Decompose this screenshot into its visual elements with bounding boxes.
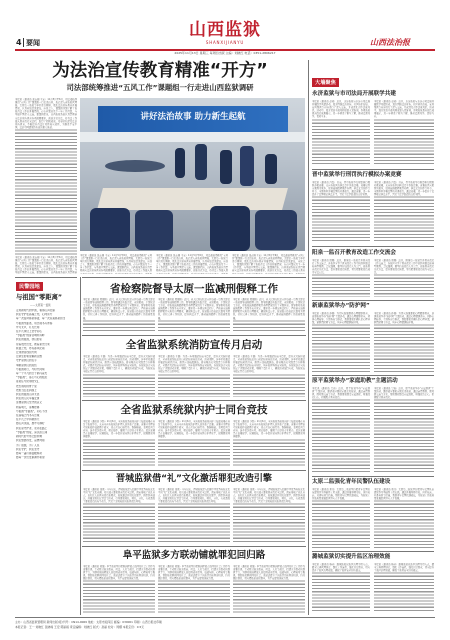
lead-body-col3: 本报讯（通讯员 张志刚 王宏）11月5日至6日，司法部统筹推进“五风工作”课题组一行走进山西，先后深入省监狱管理局、太原第一监狱等单位进行调研，聚焦法治宣传教育开展情况，认真听取意见建议。座谈会上，课题组详细了解了监狱普法工作的开展情况、存在问题以及下一步工作打算，与基层干警深入交流。课题组指出，山西监狱系统认真贯彻落实法治宣传教育各项部署要求，创新方式方法，将普法工作融入教	[80, 254, 152, 273]
article-headline: 阜平监狱多方联动铺就罪犯回归路	[122, 550, 266, 561]
partner-logo: 山西法治报	[370, 38, 410, 47]
brief-body: 本报讯（通讯员 郑伟）太原第二监狱坚持把青年民警队伍建设作为基础性工程来抓，通过开展导师带徒、岗位练兵、业务培训等措施，帮助青年民警快速成长，为监狱工作高质量发展提供坚实人才保障。	[312, 488, 370, 548]
article-body: 本报讯（通讯员 郭丽娟）近日，省人民检察院第五检察部一行到太原第一监狱督导减刑假释工作。督导组通过听取汇报、查阅案卷、个别谈话等方式，对监狱减刑假释案件办理情况进行了全面检查。督导组对监狱减刑假释工作给予充分肯定，要求进一步规范执法程序，严格落实减刑假释案件实质化审理要求，确保执法公正。监狱表示将以此次督导为契机，持续完善工作机制，提升执法水平，推动减刑假释工作高质量发展。	[83, 298, 155, 332]
poem-line: 我们守护，我们坚守	[16, 447, 40, 451]
poem-line: 向着明天，步履铿锵	[16, 405, 40, 409]
poem-line: 与祖国零距离，用忠诚书写青春	[16, 321, 53, 325]
poem-line: 迎着晨光出发，披着星光归来	[16, 342, 50, 346]
poem-line: 与祖国同行，与时代同频	[16, 367, 45, 371]
poem-line: “零距离”，是心与心的贴近	[16, 376, 48, 380]
poem-line: 每一次站岗都是承诺，每一次巡查都是担当	[16, 317, 66, 321]
page-number: 4	[16, 38, 22, 47]
poem-line: 我们的祖国山河无恙	[16, 393, 40, 397]
poem-line: 奉献是我们的底色	[16, 363, 37, 367]
article-headline: 全省监狱系统狱内护士同台竞技	[120, 404, 268, 416]
article-headline: 晋城监狱借“礼”文化激活罪犯改造引擎	[116, 474, 272, 484]
poem-line: 为了祖国，为了人民	[16, 443, 40, 447]
brief-body: 本报讯（通讯员 冯磊）日前，晋中监狱举行刑罚执行模拟办案竞赛，来自各监区的执法骨干参加比赛。竞赛以真实案例为蓝本，设置减刑假释案件办理、执法文书制作等环节，全面检验参赛民警的业务能力。通过竞赛，进一步提升了民警规范执法水平，营造了比学赶超的良好氛围。	[374, 181, 434, 243]
footer-line: 本报记者：王一 刘晓红 张晓峰 王宏 郭丽娟 责任编辑：刘晓红 版式：孙丽 校对：周娜 本报定价：0.5元	[15, 625, 145, 629]
footer-line: 主办：山西省监狱管理局 新闻出版(报)刊号：CN14-0069 地址：太原市迎泽区 邮编：030001 印刷：山西日报社印刷	[15, 620, 162, 624]
poem-line: 把担当扛在肩膀上	[16, 388, 37, 392]
brief-body: 本报讯（通讯员 赵敏）近日，永济监狱与永济市司法局开展联学共建活动，双方围绕法治宣传、社区矫正衔接、安置帮教等内容进行了深入交流，并就深化合作达成共识。活动中，双方党员干部共同重温入党誓词，参观监狱教育改造成果展示，进一步增进了相互了解，推动资源共享、优势互补。	[374, 100, 434, 166]
poem-line: 让新生的希望重新点燃	[16, 355, 42, 359]
poem-lines	[16, 309, 78, 460]
article-body: 本报讯（通讯员 刘强）阜平监狱坚持把刑满释放人员回归社会工作作为重要任务，主动联合地方政府、司法、人社等部门，搭建多方联动的帮教平台，为即将刑满释放人员提供就业指导、技能培训、心理疏导等服务，帮助他们顺利回归社会。监狱还建立了出监评估和回访机制，持续跟踪帮扶，切实降低重新犯罪率，为平安建设贡献力量。	[83, 565, 155, 613]
brief-headline: 太原二监强化青年民警队伍建设	[312, 479, 391, 485]
poem-line: 是责任与使命的交汇	[16, 380, 40, 384]
article-body: 本报讯（通讯员 李静）11月6日，全省监狱系统狱内护士技能竞赛在省女子监狱举行。来自全省各监狱的护理人员参加了比赛。竞赛分为理论考试和操作技能两个部分，重点考察心肺复苏、静脉输液、急救处置等内容。选手们沉着应对，规范操作，展现了良好的专业素养。此次竞赛旨在以赛促学、以赛促练，进一步提升狱内医疗护理水平，保障罪犯身体健康。	[233, 420, 305, 466]
lead-headline: 为法治宣传教育精准“开方”	[52, 61, 268, 81]
article-body: 本报讯（通讯员 郭丽娟）近日，省人民检察院第五检察部一行到太原第一监狱督导减刑假释工作。督导组通过听取汇报、查阅案卷、个别谈话等方式，对监狱减刑假释案件办理情况进行了全面检查。督导组对监狱减刑假释工作给予充分肯定，要求进一步规范执法程序，严格落实减刑假释案件实质化审理要求，确保执法公正。监狱表示将以此次督导为契机，持续完善工作机制，提升执法水平，推动减刑假释工作高质量发展。	[233, 298, 305, 332]
poem-line: 我们守护在高墙之内，心向远方	[16, 313, 53, 317]
brief-body: 本报讯（通讯员 周娜）近日，阳泉第一监狱召开教育改造工作交流会，各监区分享了教育改造工作中的经验做法和典型案例。会议强调，要坚持以改造人为宗旨，创新教育改造方式方法，提升罪犯改造质量，努力把罪犯改造成为守法公民。	[312, 259, 370, 297]
column-tag-police-garden: 民警园地	[16, 282, 43, 291]
brief-headline: 潞城监狱切实提升监区治理效能	[312, 554, 391, 560]
brief-headline: 晋中监狱举行刑罚执行模拟办案竞赛	[312, 172, 402, 178]
poem-line: 与祖国“零距离”，初心不改	[16, 409, 48, 413]
brief-headline: 永济监狱与市司法局开展联学共建	[312, 91, 396, 97]
dateline: 2025年11月13日 星期三 每周四出版 主编：刘晓红 电话：0351-2806217	[174, 51, 276, 55]
lead-body-col1: 本报讯（通讯员 张志刚 王宏）11月5日至6日，司法部统筹推进“五风工作”课题组一行走进山西，先后深入省监狱管理局、太原第一监狱等单位进行调研，聚焦法治宣传教育开展情况，认真听取意见建议。座谈会上，课题组详细了解了监狱普法工作的开展情况、存在问题以及下一步工作打算，与基层干警深入交流。课题组指出，山西监狱系统认真贯彻落实法治宣传教育各项部署要求，创新方式方法，将普法工作融入教育改造全过程，取得了积极成效。希望持续深化法治宣传教育，不断提升普法针对性和实效性，为推进平安中国、法治中国建设作出新的更大贡献。	[15, 98, 77, 255]
brief-body: 本报讯（通讯员 周娜）近日，阳泉第一监狱召开教育改造工作交流会，各监区分享了教育改造工作中的经验做法和典型案例。会议强调，要坚持以改造人为宗旨，创新教育改造方式方法，提升罪犯改造质量，努力把罪犯改造成为守法公民。	[374, 259, 434, 297]
brief-body: 本报讯（通讯员 孙丽）为切实加强罪犯心理健康教育，新康监狱举办“防护网”主题活动，通过心理健康讲座、团体心理辅导、个别咨询等形式，帮助罪犯正确认识心理问题，掌握情绪调节方法，筑牢心理健康防护网。	[312, 312, 370, 372]
poem-line: 在平凡岗位上坚守初心	[16, 330, 42, 334]
brief-headline: 新康监狱举办“防护网”	[312, 303, 370, 309]
article-body: 本报讯（通讯员 王丽）为进一步增强消防安全意识，提升火灾防控能力，全省监狱系统近日启动消防宣传月活动。活动期间，各单位将通过开展消防知识讲座、组织应急疏散演练、排查整治火灾隐患等多种形式，全面普及消防安全知识，筑牢监管场所安全防线。各监狱结合实际制定了详细活动方案，明确了责任分工，确保活动取得实效，为监狱安全稳定营造良好环境。	[158, 355, 230, 397]
article-body: 本报讯（通讯员 王丽）为进一步增强消防安全意识，提升火灾防控能力，全省监狱系统近日启动消防宣传月活动。活动期间，各单位将通过开展消防知识讲座、组织应急疏散演练、排查整治火灾隐患等多种形式，全面普及消防安全知识，筑牢监管场所安全防线。各监狱结合实际制定了详细活动方案，明确了责任分工，确保活动取得实效，为监狱安全稳定营造良好环境。	[83, 355, 155, 397]
poem-byline: ——太原第一监狱	[30, 304, 51, 307]
lead-subheadline: 司法部统筹推进“五风工作”课题组一行走进山西监狱调研	[66, 83, 254, 92]
poem-line: 在高墙之内书写忠诚	[16, 414, 40, 418]
brief-body: 本报讯（通讯员 孙丽）为切实加强罪犯心理健康教育，新康监狱举办“防护网”主题活动，通过心理健康讲座、团体心理辅导、个别咨询等形式，帮助罪犯正确认识心理问题，掌握情绪调节方法，筑牢心理健康防护网。	[374, 312, 434, 372]
lead-body-col5: 本报讯（通讯员 张志刚 王宏）11月5日至6日，司法部统筹推进“五风工作”课题组一行走进山西，先后深入省监狱管理局、太原第一监狱等单位进行调研，聚焦法治宣传教育开展情况，认真听取意见建议。座谈会上，课题组详细了解了监狱普法工作的开展情况、存在问题以及下一步工作打算，与基层干警深入交流。课题组指出，山西监狱系统认真贯彻落实法治宣传教育各项部署要求，创新方式方法，将普法工作融入教育	[232, 254, 305, 273]
brief-body: 本报讯（通讯员 杨芳）潞城监狱以监区治理为切入点，健全完善管理制度，细化工作流程，强化日常督查，切实提升了监区治理效能，确保了监管安全持续稳定。	[312, 563, 370, 613]
brief-body: 本报讯（通讯员 赵敏）近日，永济监狱与永济市司法局开展联学共建活动，双方围绕法治宣传、社区矫正衔接、安置帮教等内容进行了深入交流，并就深化合作达成共识。活动中，双方党员干部共同重温入党誓词，参观监狱教育改造成果展示，进一步增进了相互了解，推动资源共享、优势互补。	[312, 100, 370, 166]
masthead-title: 山西监狱	[189, 20, 261, 40]
article-headline: 省检察院督导太原一监减刑假释工作	[110, 283, 278, 295]
poem-title: 与祖国“零距离”	[16, 294, 63, 301]
poem-line: 我们是守护者，永远在路上	[16, 426, 48, 430]
article-body: 本报讯（通讯员 郭丽娟）近日，省人民检察院第五检察部一行到太原第一监狱督导减刑假释工作。督导组通过听取汇报、查阅案卷、个别谈话等方式，对监狱减刑假释案件办理情况进行了全面检查。督导组对监狱减刑假释工作给予充分肯定，要求进一步规范执法程序，严格落实减刑假释案件实质化审理要求，确保执法公正。监狱表示将以此次督导为契机，持续完善工作机制，提升执法水平，推动减刑假释工作高质量发展。	[158, 298, 230, 332]
article-body: 本报讯（通讯员 张燕）今年以来，晋城监狱深入挖掘中华优秀传统文化中的“礼”文化内涵，将其融入罪犯教育改造全过程，探索形成了以礼育人、以礼化人的教育改造新模式。监狱通过开设礼仪课堂、组织经典诵读、开展文明礼仪评比等活动，引导罪犯知礼、明礼、守礼，有效激发了罪犯改造的内生动力，营造了文明和谐的监管改造环境。	[233, 488, 305, 542]
column-divider	[308, 60, 309, 615]
masthead-pinyin: SHANXIJIANYU	[205, 40, 245, 45]
brief-body: 本报讯（通讯员 郑伟）太原第二监狱坚持把青年民警队伍建设作为基础性工程来抓，通过开展导师带徒、岗位练兵、业务培训等措施，帮助青年民警快速成长，为监狱工作高质量发展提供坚实人才保障。	[374, 488, 434, 548]
article-body: 本报讯（通讯员 李静）11月6日，全省监狱系统狱内护士技能竞赛在省女子监狱举行。来自全省各监狱的护理人员参加了比赛。竞赛分为理论考试和操作技能两个部分，重点考察心肺复苏、静脉输液、急救处置等内容。选手们沉着应对，规范操作，展现了良好的专业素养。此次竞赛旨在以赛促学、以赛促练，进一步提升狱内医疗护理水平，保障罪犯身体健康。	[158, 420, 230, 466]
poem-line: 守护是我们的名字	[16, 359, 37, 363]
photo-banner-text: 讲好法治故事 助力新生起航	[140, 112, 246, 122]
poem-line: 这便是我们坚守的意义	[16, 401, 42, 405]
page-header	[0, 0, 450, 45]
brief-body: 本报讯（通讯员 吴霞）近日，原平监狱举办“家庭助教”主题活动，邀请部分罪犯家属走进监狱，通过亲情帮教、面对面交流等方式，帮助罪犯感受家庭温暖，增强改造信心，积极配合教育改造。	[374, 387, 434, 473]
poem-line: 我们的人民幸福安康	[16, 397, 40, 401]
article-body: 本报讯（通讯员 李静）11月6日，全省监狱系统狱内护士技能竞赛在省女子监狱举行。来自全省各监狱的护理人员参加了比赛。竞赛分为理论考试和操作技能两个部分，重点考察心肺复苏、静脉输液、急救处置等内容。选手们沉着应对，规范操作，展现了良好的专业素养。此次竞赛旨在以赛促学、以赛促练，进一步提升狱内医疗护理水平，保障罪犯身体健康。	[83, 420, 155, 466]
section-label: 要闻	[26, 39, 40, 47]
lead-body-col2: 本报讯（通讯员 张志刚 王宏）11月5日至6日，司法部统筹推进“五风工作”课题组一行走进山西，先后深入省监狱管理局、太原第一监狱等单位进行调研，聚焦法治宣传教育开展情况，认真听取意见建议。座谈会上，课题组详细了解了监狱普法工作的开展情况、存在问题以及下一步工作打算，与基层干警深入交流。课题组指出，山西监狱系统认真贯彻落	[15, 256, 77, 274]
poem-line: 走进新时代的中国，看那山河壮丽	[16, 309, 55, 312]
article-body: 本报讯（通讯员 刘强）阜平监狱坚持把刑满释放人员回归社会工作作为重要任务，主动联合地方政府、司法、人社等部门，搭建多方联动的帮教平台，为即将刑满释放人员提供就业指导、技能培训、心理疏导等服务，帮助他们顺利回归社会。监狱还建立了出监评估和回访机制，持续跟踪帮扶，切实降低重新犯罪率，为平安建设贡献力量。	[158, 565, 230, 613]
article-body: 本报讯（通讯员 王丽）为进一步增强消防安全意识，提升火灾防控能力，全省监狱系统近日启动消防宣传月活动。活动期间，各单位将通过开展消防知识讲座、组织应急疏散演练、排查整治火灾隐患等多种形式，全面普及消防安全知识，筑牢监管场所安全防线。各监狱结合实际制定了详细活动方案，明确了责任分工，确保活动取得实效，为监狱安全稳定营造良好环境。	[233, 355, 305, 397]
brief-body: 本报讯（通讯员 吴霞）近日，原平监狱举办“家庭助教”主题活动，邀请部分罪犯家属走进监狱，通过亲情帮教、面对面交流等方式，帮助罪犯感受家庭温暖，增强改造信心，积极配合教育改造。	[312, 387, 370, 473]
brief-headline: 原平监狱举办“家庭助教”主题活动	[312, 378, 398, 384]
poem-line: 岁月无声，灯火长明	[16, 325, 40, 329]
footer-rule	[15, 617, 435, 618]
poem-line: 每一个平凡的日子都闪着光	[16, 372, 48, 376]
poem-line: 我们的祖国，我们的家	[16, 338, 42, 342]
column-tag-focus: 大墙聚焦	[312, 78, 339, 87]
poem-line: “零距离”的誓言响彻耳畔	[16, 334, 45, 338]
poem-line: 让迷途者找到方向	[16, 351, 37, 355]
lead-photo	[80, 98, 305, 251]
brief-headline: 阳泉一监召开教育改造工作交流会	[312, 250, 396, 256]
poem-line: 愿每一次出发都满怀希望	[16, 456, 45, 460]
poem-line: 愿山河永固，愿岁月静好	[16, 422, 45, 426]
article-headline: 全省监狱系统消防宣传月启动	[125, 339, 263, 351]
brief-body: 本报讯（通讯员 杨芳）潞城监狱以监区治理为切入点，健全完善管理制度，细化工作流程，强化日常督查，切实提升了监区治理效能，确保了监管安全持续稳定。	[374, 563, 434, 613]
article-body: 本报讯（通讯员 张燕）今年以来，晋城监狱深入挖掘中华优秀传统文化中的“礼”文化内涵，将其融入罪犯教育改造全过程，探索形成了以礼育人、以礼化人的教育改造新模式。监狱通过开设礼仪课堂、组织经典诵读、开展文明礼仪评比等活动，引导罪犯知礼、明礼、守礼，有效激发了罪犯改造的内生动力，营造了文明和谐的监管改造环境。	[83, 488, 155, 542]
poem-line: “零距离”的爱，深沉而辽阔	[16, 430, 48, 434]
poem-line: 把忠诚刻进骨子里	[16, 384, 37, 388]
brief-body: 本报讯（通讯员 冯磊）日前，晋中监狱举行刑罚执行模拟办案竞赛，来自各监区的执法骨干参加比赛。竞赛以真实案例为蓝本，设置减刑假释案件办理、执法文书制作等环节，全面检验参赛民警的业务能力。通过竞赛，进一步提升了民警规范执法水平，营造了比学赶超的良好氛围。	[312, 181, 370, 243]
poem-line: 愿每一盏灯都温暖如初	[16, 451, 42, 455]
article-body: 本报讯（通讯员 张燕）今年以来，晋城监狱深入挖掘中华优秀传统文化中的“礼”文化内涵，将其融入罪犯教育改造全过程，探索形成了以礼育人、以礼化人的教育改造新模式。监狱通过开设礼仪课堂、组织经典诵读、开展文明礼仪评比等活动，引导罪犯知礼、明礼、守礼，有效激发了罪犯改造的内生动力，营造了文明和谐的监管改造环境。	[158, 488, 230, 542]
poem-line: 新时代的号角已经吹响	[16, 435, 42, 439]
poem-line: 我们整装待发，奋勇向前	[16, 439, 45, 443]
poem-line: 铁窗之内，亦有春风化雨	[16, 346, 45, 350]
lead-body-col4: 本报讯（通讯员 张志刚 王宏）11月5日至6日，司法部统筹推进“五风工作”课题组一行走进山西，先后深入省监狱管理局、太原第一监狱等单位进行调研，聚焦法治宣传教育开展情况，认真听取意见建议。座谈会上，课题组详细了解了监狱普法工作的开展情况、存在问题以及下一步工作打算，与基层干警深入交流。课题组指出，山西监狱系统认真贯彻落实法治宣传教育各项部署要求，创新方式方法，将普法工作融入教	[156, 254, 228, 273]
poem-line: 在平凡之中铸就伟大	[16, 418, 40, 422]
article-body: 本报讯（通讯员 刘强）阜平监狱坚持把刑满释放人员回归社会工作作为重要任务，主动联合地方政府、司法、人社等部门，搭建多方联动的帮教平台，为即将刑满释放人员提供就业指导、技能培训、心理疏导等服务，帮助他们顺利回归社会。监狱还建立了出监评估和回访机制，持续跟踪帮扶，切实降低重新犯罪率，为平安建设贡献力量。	[233, 565, 305, 613]
